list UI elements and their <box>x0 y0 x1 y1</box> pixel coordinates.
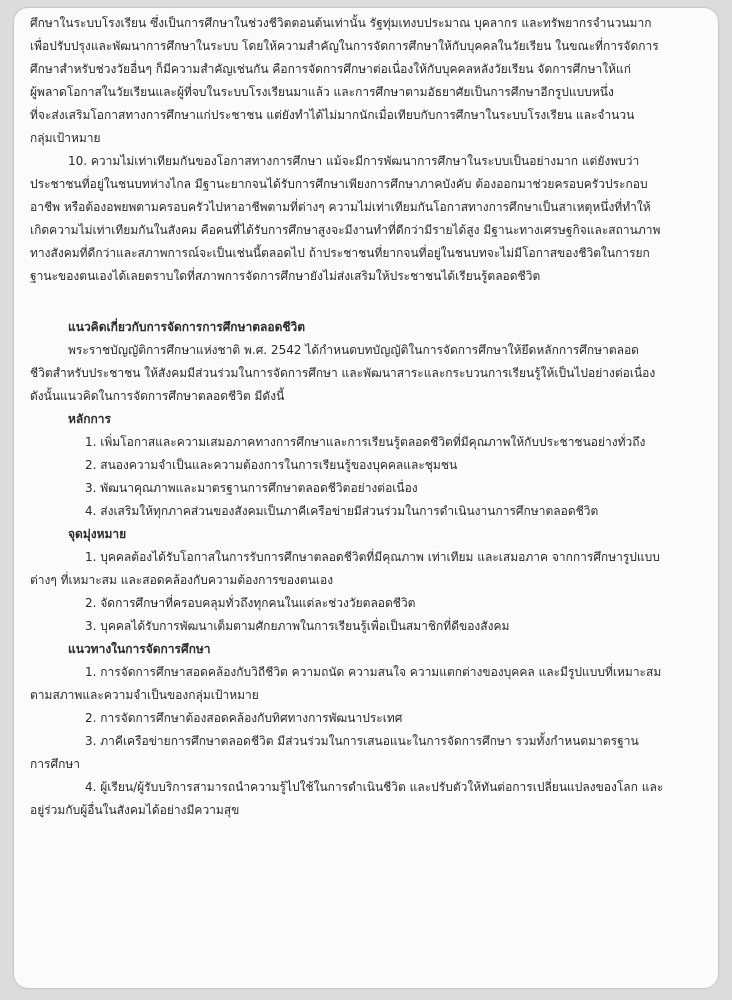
text-line: พระราชบัญญัติการศึกษาแห่งชาติ พ.ศ. 2542 ได้กำหนดบทบัญญัติในการจัดการศึกษาให้ยึดหลักการศึกษาตลอด <box>68 343 639 357</box>
list-item-continuation: ต่างๆ ที่เหมาะสม และสอดคล้องกับความต้องการของตนเอง <box>30 573 334 587</box>
paragraph-10 <box>30 150 702 288</box>
text-line: 10. ความไม่เท่าเทียมกันของโอกาสทางการศึกษา แม้จะมีการพัฒนาการศึกษาในระบบเป็นอย่างมาก แต่ยังพบว่า <box>68 154 640 168</box>
text-line: เกิดความไม่เท่าเทียมกันในสังคม คือคนที่ได้รับการศึกษาสูงจะมีงานทำที่ดีกว่ามีรายได้สูง มีฐานะทางเศรษฐกิจและสถานภาพ <box>30 223 661 237</box>
subheading-guidelines: แนวทางในการจัดการศึกษา <box>68 642 211 656</box>
list-item: 1. การจัดการศึกษาสอดคล้องกับวิถีชีวิต ความถนัด ความสนใจ ความแตกต่างของบุคคล และมีรูปแบบที่เหมาะสม <box>85 665 662 679</box>
text-line: ฐานะของตนเองได้เลยตราบใดที่สภาพการจัดการศึกษายังไม่ส่งเสริมให้ประชาชนได้เรียนรู้ตลอดชีวิต <box>30 269 541 283</box>
list-item: 2. สนองความจำเป็นและความต้องการในการเรียนรู้ของบุคคลและชุมชน <box>85 458 458 472</box>
section-paragraph <box>30 339 702 408</box>
text-line: ประชาชนที่อยู่ในชนบทห่างไกล มีฐานะยากจนได้รับการศึกษาเพียงการศึกษาภาคบังคับ ต้องออกมาช่วยครอบครัวประกอบ <box>30 177 648 191</box>
text-line: กลุ่มเป้าหมาย <box>30 131 101 145</box>
list-item: 2. จัดการศึกษาที่ครอบคลุมทั่วถึงทุกคนในแต่ละช่วงวัยตลอดชีวิต <box>85 596 416 610</box>
objectives-section <box>30 523 702 638</box>
subheading-objectives: จุดมุ่งหมาย <box>68 527 127 541</box>
list-item: 1. บุคคลต้องได้รับโอกาสในการรับการศึกษาตลอดชีวิตที่มีคุณภาพ เท่าเทียม และเสมอภาค จากการศึกษารูปแบบ <box>85 550 660 564</box>
spacer <box>30 288 702 316</box>
document-page <box>14 8 718 988</box>
list-item: 1. เพิ่มโอกาสและความเสมอภาคทางการศึกษาและการเรียนรู้ตลอดชีวิตที่มีคุณภาพให้กับประชาชนอย่างทั่วถึง <box>85 435 646 449</box>
list-item: 4. ส่งเสริมให้ทุกภาคส่วนของสังคมเป็นภาคีเครือข่ายมีส่วนร่วมในการดำเนินงานการศึกษาตลอดชีวิต <box>85 504 599 518</box>
subheading-principles: หลักการ <box>68 412 111 426</box>
list-item: 3. บุคคลได้รับการพัฒนาเต็มตามศักยภาพในการเรียนรู้เพื่อเป็นสมาชิกที่ดีของสังคม <box>85 619 510 633</box>
text-line: ผู้พลาดโอกาสในวัยเรียนและผู้ที่จบในระบบโรงเรียนมาแล้ว และการศึกษาตามอัธยาศัยเป็นการศึกษาอีกรูปแบบหนึ่ง <box>30 85 614 99</box>
list-item: 2. การจัดการศึกษาต้องสอดคล้องกับทิศทางการพัฒนาประเทศ <box>85 711 403 725</box>
list-item-continuation: อยู่ร่วมกับผู้อื่นในสังคมได้อย่างมีความสุข <box>30 803 240 817</box>
text-line: ทางสังคมที่ดีกว่าและสภาพการณ์จะเป็นเช่นนี้ตลอดไป ถ้าประชาชนที่ยากจนที่อยู่ในชนบทจะไม่มีโอกาสของชีวิตในการยก <box>30 246 650 260</box>
section-heading: แนวคิดเกี่ยวกับการจัดการการศึกษาตลอดชีวิต <box>68 320 306 334</box>
guidelines-section <box>30 638 702 822</box>
text-line: ชีวิตสำหรับประชาชน ให้สังคมมีส่วนร่วมในการจัดการศึกษา และพัฒนาสาระและกระบวนการเรียนรู้ให้เป็นไปอย่างต่อเนื่อง <box>30 366 656 380</box>
text-line: ศึกษาสำหรับช่วงวัยอื่นๆ ก็มีความสำคัญเช่นกัน คือการจัดการศึกษาต่อเนื่องให้กับบุคคลหลังวัยเรียน จัดการศึกษาให้แก่ <box>30 62 631 76</box>
list-item-continuation: ตามสภาพและความจำเป็นของกลุ่มเป้าหมาย <box>30 688 259 702</box>
text-line: เพื่อปรับปรุงและพัฒนาการศึกษาในระบบ โดยให้ความสำคัญในการจัดการศึกษาให้กับบุคคลในวัยเรียน ในขณะที่การจัดการ <box>30 39 659 53</box>
text-line: ที่จะส่งเสริมโอกาสทางการศึกษาแก่ประชาชน แต่ยังทำได้ไม่มากนักเมื่อเทียบกับการศึกษาในระบบโรงเรียน และจำนวน <box>30 108 635 122</box>
list-item: 4. ผู้เรียน/ผู้รับบริการสามารถนำความรู้ไปใช้ในการดำเนินชีวิต และปรับตัวให้ทันต่อการเปลี่ยนแปลงของโลก และ <box>85 780 664 794</box>
text-line: อาชีพ หรือต้องอพยพตามครอบครัวไปหาอาชีพตามที่ต่างๆ ความไม่เท่าเทียมกันโอกาสทางการศึกษาเป็นสาเหตุหนึ่งที่ทำให้ <box>30 200 651 214</box>
list-item: 3. พัฒนาคุณภาพและมาตรฐานการศึกษาตลอดชีวิตอย่างต่อเนื่อง <box>85 481 418 495</box>
list-item-continuation: การศึกษา <box>30 757 80 771</box>
text-line: ดังนั้นแนวคิดในการจัดการศึกษาตลอดชีวิต มีดังนี้ <box>30 389 285 403</box>
principles-section <box>30 408 702 523</box>
paragraph-intro <box>30 12 702 150</box>
list-item: 3. ภาคีเครือข่ายการศึกษาตลอดชีวิต มีส่วนร่วมในการเสนอแนะในการจัดการศึกษา รวมทั้งกำหนดมาตรฐาน <box>85 734 639 748</box>
text-line: ศึกษาในระบบโรงเรียน ซึ่งเป็นการศึกษาในช่วงชีวิตตอนต้นเท่านั้น รัฐทุ่มเทงบประมาณ บุคลากร และทรัพยากรจำนวนมาก <box>30 16 652 30</box>
